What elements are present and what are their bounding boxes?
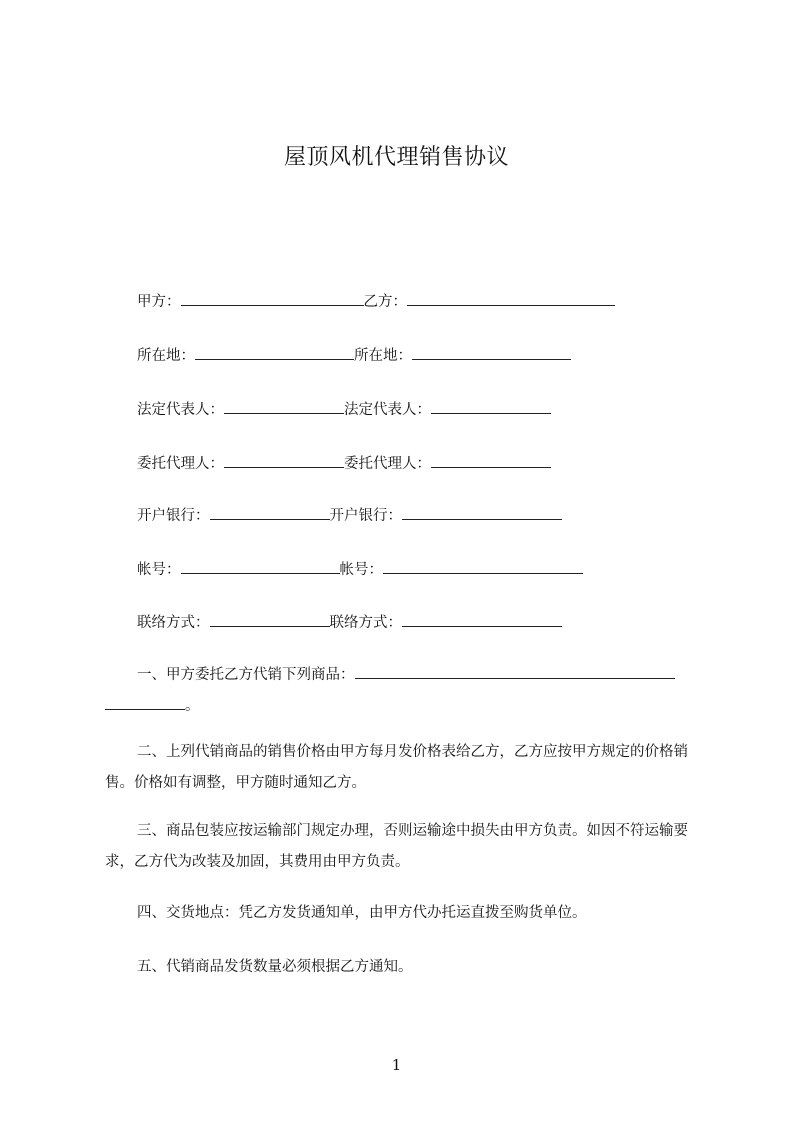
clause-1-goods-blank-line-2 (105, 694, 185, 710)
party-b-contact-blank (402, 611, 562, 627)
clause-2-text: 二、上列代销商品的销售价格由甲方每月发价格表给乙方，乙方应按甲方规定的价格销售。价格如有调整，甲方随时通知乙方。 (105, 744, 688, 791)
clause-1-text: 一、甲方委托乙方代销下列商品： (137, 667, 355, 683)
party-a-name-label: 甲方： (137, 294, 181, 310)
clause-1-tail: 。 (185, 698, 200, 714)
party-b-account-blank (383, 558, 583, 574)
document-title: 屋顶风机代理销售协议 (283, 145, 509, 170)
party-a-legal-rep-label: 法定代表人： (137, 402, 224, 418)
clause-2 (105, 737, 703, 799)
party-b-agent-blank (431, 452, 551, 468)
party-a-address-label: 所在地： (137, 348, 195, 364)
clause-1-goods-blank-line-1 (355, 663, 675, 679)
party-b-address-blank (412, 344, 571, 360)
party-a-contact-blank (210, 611, 330, 627)
clause-4-text: 四、交货地点：凭乙方发货通知单，由甲方代办托运直拨至购货单位。 (137, 905, 587, 921)
party-b-bank-blank (402, 504, 562, 520)
party-b-address-label: 所在地： (354, 348, 412, 364)
party-a-account-label: 帐号： (137, 562, 181, 578)
party-row-bank (137, 504, 562, 526)
party-row-contact (137, 611, 562, 633)
clause-1 (105, 660, 703, 722)
clause-5 (137, 952, 703, 983)
party-a-bank-label: 开户银行： (137, 508, 210, 524)
party-row-agent (137, 452, 551, 474)
clause-3-text: 三、商品包装应按运输部门规定办理，否则运输途中损失由甲方负责。如因不符运输要求，乙方代为改装及加固，其费用由甲方负责。 (105, 823, 688, 870)
party-row-name (137, 290, 615, 312)
party-a-agent-blank (224, 452, 344, 468)
clause-3 (105, 816, 703, 878)
party-b-bank-label: 开户银行： (329, 508, 402, 524)
party-a-agent-label: 委托代理人： (137, 456, 224, 472)
party-b-legal-rep-blank (431, 398, 551, 414)
clause-5-text: 五、代销商品发货数量必须根据乙方通知。 (137, 959, 413, 975)
page-number: 1 (391, 1056, 402, 1074)
party-row-account (137, 558, 583, 580)
party-a-address-blank (195, 344, 354, 360)
party-row-address (137, 344, 571, 366)
party-b-name-blank (407, 290, 615, 306)
party-b-name-label: 乙方： (363, 294, 407, 310)
party-a-name-blank (181, 290, 364, 306)
party-b-account-label: 帐号： (339, 562, 383, 578)
party-a-legal-rep-blank (224, 398, 344, 414)
party-a-contact-label: 联络方式： (137, 615, 210, 631)
party-b-legal-rep-label: 法定代表人： (344, 402, 431, 418)
party-a-account-blank (181, 558, 340, 574)
party-b-contact-label: 联络方式： (329, 615, 402, 631)
party-a-bank-blank (210, 504, 330, 520)
party-b-agent-label: 委托代理人： (344, 456, 431, 472)
clause-4 (137, 898, 703, 929)
party-row-legal-rep (137, 398, 551, 420)
